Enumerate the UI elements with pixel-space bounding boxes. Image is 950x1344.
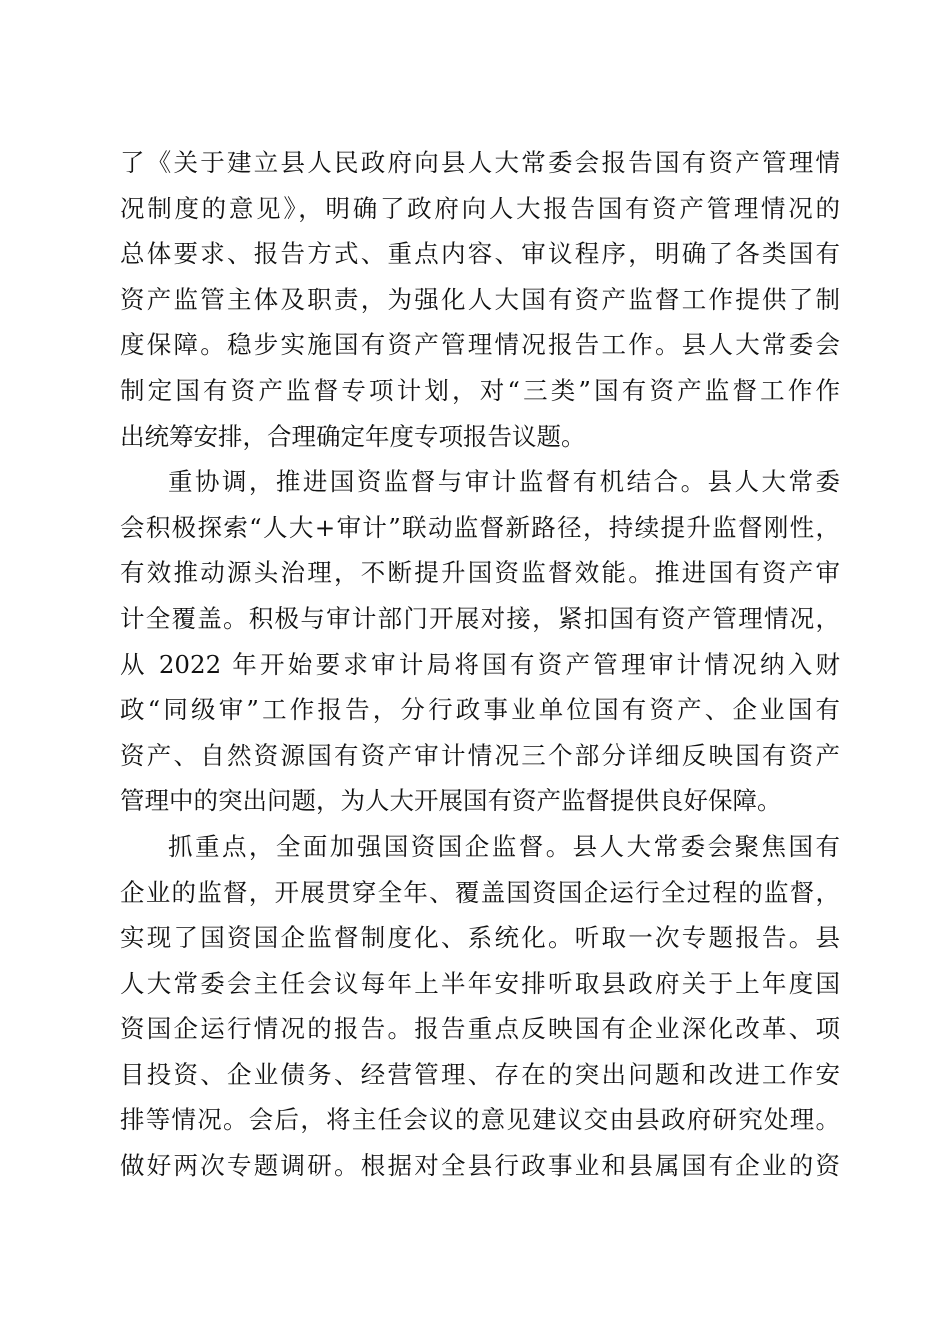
text-line: 出统筹安排，合理确定年度专项报告议题。 — [120, 421, 586, 451]
text-line: 度保障。稳步实施国有资产管理情况报告工作。县人大常委会 — [120, 330, 840, 360]
text-line: 了《关于建立县人民政府向县人大常委会报告国有资产管理情 — [120, 148, 840, 177]
paragraph-start-line: 抓重点，全面加强国资国企监督。县人大常委会聚焦国有 — [168, 831, 840, 861]
text-line: 制定国有资产监督专项计划，对“三类”国有资产监督工作作 — [120, 375, 840, 405]
text-line: 排等情况。会后，将主任会议的意见建议交由县政府研究处理。 — [120, 1105, 840, 1135]
text-line: 资产、自然资源国有资产审计情况三个部分详细反映国有资产 — [120, 740, 840, 770]
text-line: 资产监管主体及职责，为强化人大国有资产监督工作提供了制 — [120, 284, 840, 314]
text-line: 会积极探索“人大+审计”联动监督新路径，持续提升监督刚性， — [120, 512, 840, 542]
text-line: 人大常委会主任会议每年上半年安排听取县政府关于上年度国 — [120, 968, 840, 998]
text-line: 实现了国资国企监督制度化、系统化。听取一次专题报告。县 — [120, 923, 840, 953]
text-line: 况制度的意见》，明确了政府向人大报告国有资产管理情况的 — [120, 193, 840, 223]
body-text — [120, 140, 840, 1189]
text-line: 企业的监督，开展贯穿全年、覆盖国资国企运行全过程的监督， — [120, 877, 840, 907]
text-line: 做好两次专题调研。根据对全县行政事业和县属国有企业的资 — [120, 1151, 840, 1181]
text-line: 政“同级审”工作报告，分行政事业单位国有资产、企业国有 — [120, 695, 840, 725]
text-line: 管理中的突出问题，为人大开展国有资产监督提供良好保障。 — [120, 786, 782, 816]
text-line: 资国企运行情况的报告。报告重点反映国有企业深化改革、项 — [120, 1014, 840, 1044]
paragraph-start-line: 重协调，推进国资监督与审计监督有机结合。县人大常委 — [168, 467, 840, 497]
text-line: 总体要求、报告方式、重点内容、审议程序，明确了各类国有 — [120, 239, 840, 269]
text-line: 从 2022 年开始要求审计局将国有资产管理审计情况纳入财 — [120, 649, 840, 679]
text-line: 计全覆盖。积极与审计部门开展对接，紧扣国有资产管理情况， — [120, 603, 840, 633]
text-line: 有效推动源头治理，不断提升国资监督效能。推进国有资产审 — [120, 558, 840, 588]
text-line: 目投资、企业债务、经营管理、存在的突出问题和改进工作安 — [120, 1059, 840, 1089]
